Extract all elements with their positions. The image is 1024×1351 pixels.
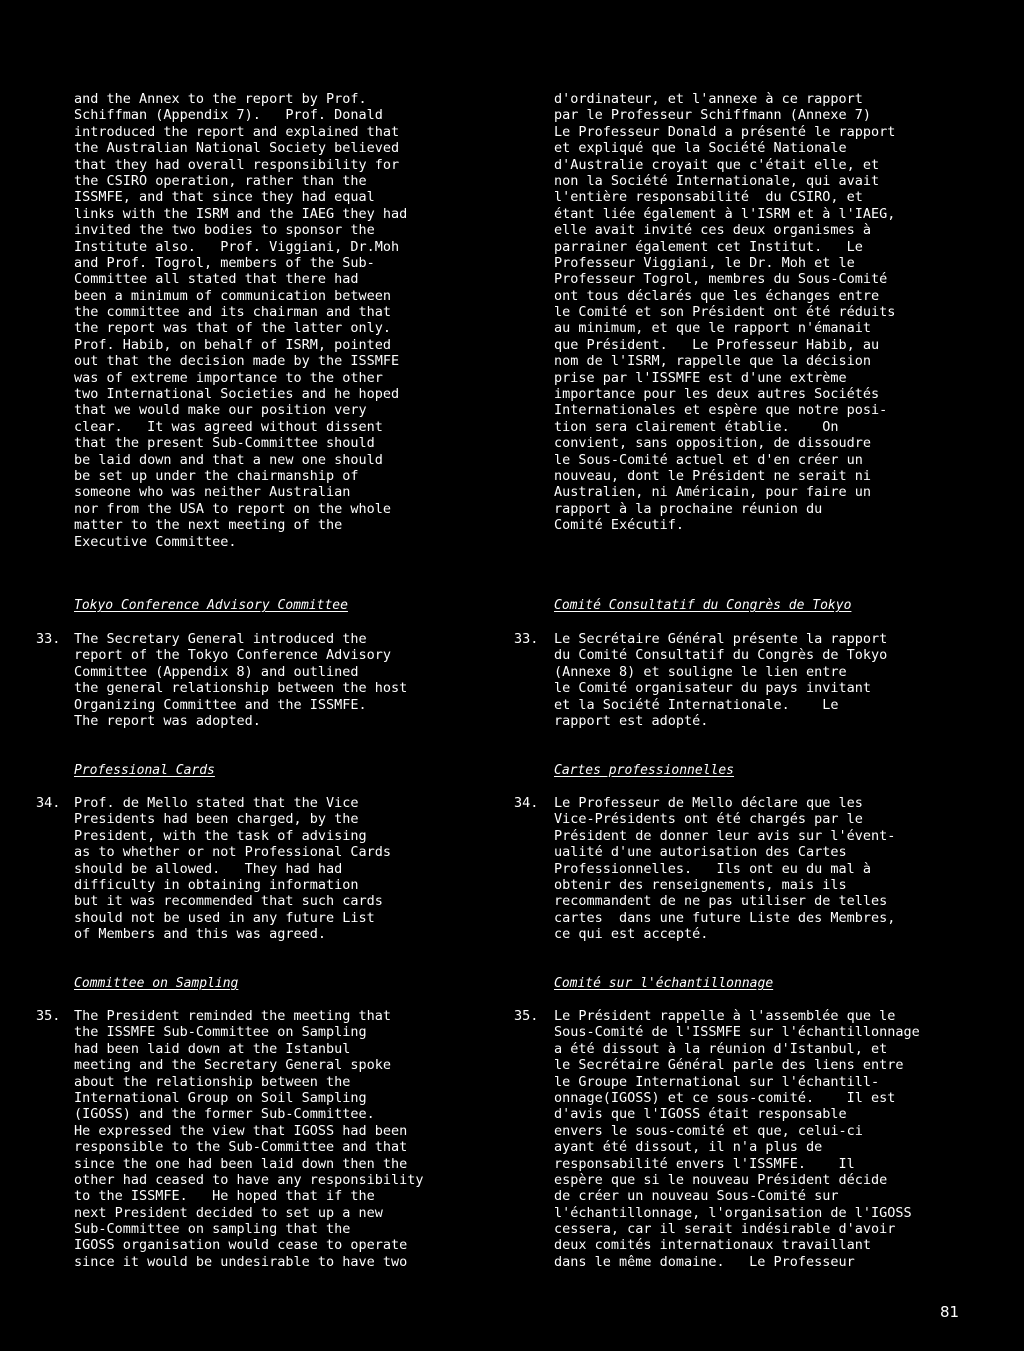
text-line: that the present Sub-Committee should	[74, 435, 375, 452]
text-line: recommandent de ne pas utiliser de telles	[554, 893, 888, 910]
text-line: was of extreme importance to the other	[74, 369, 383, 386]
text-line: l'entière responsabilité du CSIRO, et	[554, 189, 863, 206]
text-line: importance pour les deux autres Sociétés	[554, 386, 880, 403]
section-heading-en-professional-cards: Professional Cards	[74, 763, 215, 778]
section-heading-fr-professional-cards: Cartes professionnelles	[554, 763, 735, 778]
text-line: the report was that of the latter only.	[74, 320, 391, 337]
paragraph-number-en-33: 33.	[36, 631, 61, 647]
text-line: cartes dans une future Liste des Membres,	[554, 909, 896, 926]
text-line: Professionnelles. Ils ont eu du mal à	[554, 860, 871, 877]
text-line: difficulty in obtaining information	[74, 876, 359, 893]
text-line: nouveau, dont le Président ne serait ni	[554, 467, 871, 484]
text-line: introduced the report and explained that	[74, 123, 400, 140]
text-line: l'échantillonnage, l'organisation de l'IGOSS	[554, 1204, 912, 1221]
text-line: been a minimum of communication between	[74, 287, 391, 304]
text-line: non la Société Internationale, qui avait	[554, 172, 880, 189]
text-line: Sous-Comité de l'ISSMFE sur l'échantillonnage	[554, 1024, 920, 1041]
text-line: de créer un nouveau Sous-Comité sur	[554, 1188, 839, 1205]
text-line: ce qui est accepté.	[554, 926, 709, 943]
text-line: Vice-Présidents ont été chargés par le	[554, 811, 863, 828]
text-line: ont tous déclarés que les échanges entre	[554, 287, 880, 304]
text-line: le Comité et son Président ont été réduits	[554, 304, 896, 321]
text-line: other had ceased to have any responsibility	[74, 1171, 424, 1188]
paragraph-fr-35	[554, 1008, 1000, 1270]
text-line: the committee and its chairman and that	[74, 304, 391, 321]
text-line: (IGOSS) and the former Sub-Committee.	[74, 1106, 375, 1123]
section-heading-fr-tokyo: Comité Consultatif du Congrès de Tokyo	[554, 598, 852, 613]
text-line: the CSIRO operation, rather than the	[74, 172, 367, 189]
text-line: invited the two bodies to sponsor the	[74, 222, 375, 239]
text-line: Committee (Appendix 8) and outlined	[74, 663, 359, 680]
text-line: that we would make our position very	[74, 402, 367, 419]
text-line: Presidents had been charged, by the	[74, 811, 359, 828]
text-line: Schiffman (Appendix 7). Prof. Donald	[74, 107, 383, 124]
text-line: responsabilité envers l'ISSMFE. Il	[554, 1155, 855, 1172]
text-line: about the relationship between the	[74, 1073, 351, 1090]
paragraph-number-en-35: 35.	[36, 1008, 61, 1024]
text-line: should not be used in any future List	[74, 909, 375, 926]
text-line: The report was adopted.	[74, 712, 261, 729]
text-line: envers le sous-comité et que, celui-ci	[554, 1122, 863, 1139]
text-line: to the ISSMFE. He hoped that if the	[74, 1188, 375, 1205]
paragraph-number-fr-35: 35.	[514, 1008, 539, 1024]
text-line: le Sous-Comité actuel et d'en créer un	[554, 451, 863, 468]
text-line: Comité Exécutif.	[554, 517, 685, 534]
text-line: Sub-Committee on sampling that the	[74, 1221, 351, 1238]
paragraph-fr-33	[554, 631, 1000, 729]
text-line: au minimum, et que le rapport n'émanait	[554, 320, 871, 337]
text-line: Committee all stated that there had	[74, 271, 359, 288]
text-line: President, with the task of advising	[74, 827, 367, 844]
text-line: should be allowed. They had had	[74, 860, 343, 877]
text-line: out that the decision made by the ISSMFE	[74, 353, 400, 370]
text-line: responsible to the Sub-Committee and that	[74, 1139, 408, 1156]
text-line: nor from the USA to report on the whole	[74, 500, 391, 517]
text-line: Executive Committee.	[74, 533, 237, 550]
text-line: ayant été dissout, il n'a plus de	[554, 1139, 823, 1156]
text-line: (Annexe 8) et souligne le lien entre	[554, 663, 847, 680]
text-line: prise par l'ISSMFE est d'une extrème	[554, 369, 847, 386]
text-line: of Members and this was agreed.	[74, 926, 326, 943]
text-line: le Comité organisateur du pays invitant	[554, 680, 871, 697]
text-line: du Comité Consultatif du Congrès de Tokyo	[554, 647, 888, 664]
text-line: clear. It was agreed without dissent	[74, 418, 383, 435]
section-heading-en-sampling: Committee on Sampling	[74, 976, 239, 991]
paragraph-en-34	[74, 795, 514, 943]
text-line: two International Societies and he hoped	[74, 386, 400, 403]
text-line: since it would be undesirable to have two	[74, 1253, 408, 1270]
text-line: meeting and the Secretary General spoke	[74, 1057, 391, 1074]
text-line: d'avis que l'IGOSS était responsable	[554, 1106, 847, 1123]
text-line: ISSMFE, and that since they had equal	[74, 189, 375, 206]
paragraph-number-fr-34: 34.	[514, 795, 539, 811]
text-line: a été dissout à la réunion d'Istanbul, et	[554, 1040, 888, 1057]
text-line: par le Professeur Schiffmann (Annexe 7)	[554, 107, 871, 124]
text-line: cessera, car il serait indésirable d'avoir	[554, 1221, 896, 1238]
text-line: nom de l'ISRM, rappelle que la décision	[554, 353, 871, 370]
text-line: matter to the next meeting of the	[74, 517, 343, 534]
text-line: dans le même domaine. Le Professeur	[554, 1253, 855, 1270]
text-line: Internationales et espère que notre posi-	[554, 402, 888, 419]
text-line: Prof. Habib, on behalf of ISRM, pointed	[74, 336, 391, 353]
page-number: 81	[940, 1303, 960, 1321]
text-line: onnage(IGOSS) et ce sous-comité. Il est	[554, 1089, 896, 1106]
text-line: Président de donner leur avis sur l'évent-	[554, 827, 896, 844]
paragraph-en-35	[74, 1008, 514, 1270]
text-line: next President decided to set up a new	[74, 1204, 383, 1221]
text-line: d'Australie croyait que c'était elle, et	[554, 156, 880, 173]
top-paragraph-en	[74, 91, 514, 550]
text-line: convient, sans opposition, de dissoudre	[554, 435, 871, 452]
text-line: ualité d'une autorisation des Cartes	[554, 844, 847, 861]
text-line: d'ordinateur, et l'annexe à ce rapport	[554, 91, 863, 107]
text-line: Organizing Committee and the ISSMFE.	[74, 696, 367, 713]
text-line: be set up under the chairmanship of	[74, 467, 359, 484]
text-line: had been laid down at the Istanbul	[74, 1040, 351, 1057]
text-line: tion sera clairement établie. On	[554, 418, 839, 435]
text-line: Le Secrétaire Général présente la rapport	[554, 631, 888, 647]
text-line: that they had overall responsibility for	[74, 156, 400, 173]
text-line: as to whether or not Professional Cards	[74, 844, 391, 861]
text-line: report of the Tokyo Conference Advisory	[74, 647, 391, 664]
section-heading-fr-sampling: Comité sur l'échantillonnage	[554, 976, 774, 991]
text-line: Le Président rappelle à l'assemblée que le	[554, 1008, 896, 1024]
text-line: parrainer également cet Institut. Le	[554, 238, 863, 255]
section-heading-en-tokyo: Tokyo Conference Advisory Committee	[74, 598, 348, 613]
paragraph-number-fr-33: 33.	[514, 631, 539, 647]
text-line: The President reminded the meeting that	[74, 1008, 391, 1024]
text-line: and Prof. Togrol, members of the Sub-	[74, 254, 375, 271]
text-line: que Président. Le Professeur Habib, au	[554, 336, 880, 353]
text-line: Australien, ni Américain, pour faire un	[554, 484, 871, 501]
paragraph-number-en-34: 34.	[36, 795, 61, 811]
text-line: the general relationship between the host	[74, 680, 408, 697]
text-line: rapport à la prochaine réunion du	[554, 500, 823, 517]
paragraph-en-33	[74, 631, 514, 729]
text-line: IGOSS organisation would cease to operate	[74, 1237, 408, 1254]
text-line: but it was recommended that such cards	[74, 893, 383, 910]
text-line: obtenir des renseignements, mais ils	[554, 876, 847, 893]
text-line: le Secrétaire Général parle des liens entre	[554, 1057, 904, 1074]
text-line: espère que si le nouveau Président décide	[554, 1171, 888, 1188]
text-line: since the one had been laid down then the	[74, 1155, 408, 1172]
text-line: links with the ISRM and the IAEG they had	[74, 205, 408, 222]
text-line: He expressed the view that IGOSS had been	[74, 1122, 408, 1139]
text-line: Le Professeur Donald a présenté le rapport	[554, 123, 896, 140]
text-line: Professeur Viggiani, le Dr. Moh et le	[554, 254, 855, 271]
top-paragraph-fr	[554, 91, 1000, 534]
text-line: be laid down and that a new one should	[74, 451, 383, 468]
text-line: Institute also. Prof. Viggiani, Dr.Moh	[74, 238, 400, 255]
text-line: étant liée également à l'ISRM et à l'IAEG,	[554, 205, 896, 222]
text-line: Prof. de Mello stated that the Vice	[74, 795, 359, 811]
text-line: elle avait invité ces deux organismes à	[554, 222, 871, 239]
text-line: et expliqué que la Société Nationale	[554, 140, 847, 157]
text-line: Professeur Togrol, membres du Sous-Comité	[554, 271, 888, 288]
text-line: and the Annex to the report by Prof.	[74, 91, 367, 107]
text-line: deux comités internationaux travaillant	[554, 1237, 871, 1254]
text-line: The Secretary General introduced the	[74, 631, 367, 647]
text-line: Le Professeur de Mello déclare que les	[554, 795, 863, 811]
text-line: le Groupe International sur l'échantill-	[554, 1073, 880, 1090]
text-line: et la Société Internationale. Le	[554, 696, 839, 713]
text-line: someone who was neither Australian	[74, 484, 351, 501]
text-line: the Australian National Society believed	[74, 140, 400, 157]
paragraph-fr-34	[554, 795, 1000, 943]
text-line: International Group on Soil Sampling	[74, 1089, 367, 1106]
text-line: the ISSMFE Sub-Committee on Sampling	[74, 1024, 367, 1041]
text-line: rapport est adopté.	[554, 712, 709, 729]
